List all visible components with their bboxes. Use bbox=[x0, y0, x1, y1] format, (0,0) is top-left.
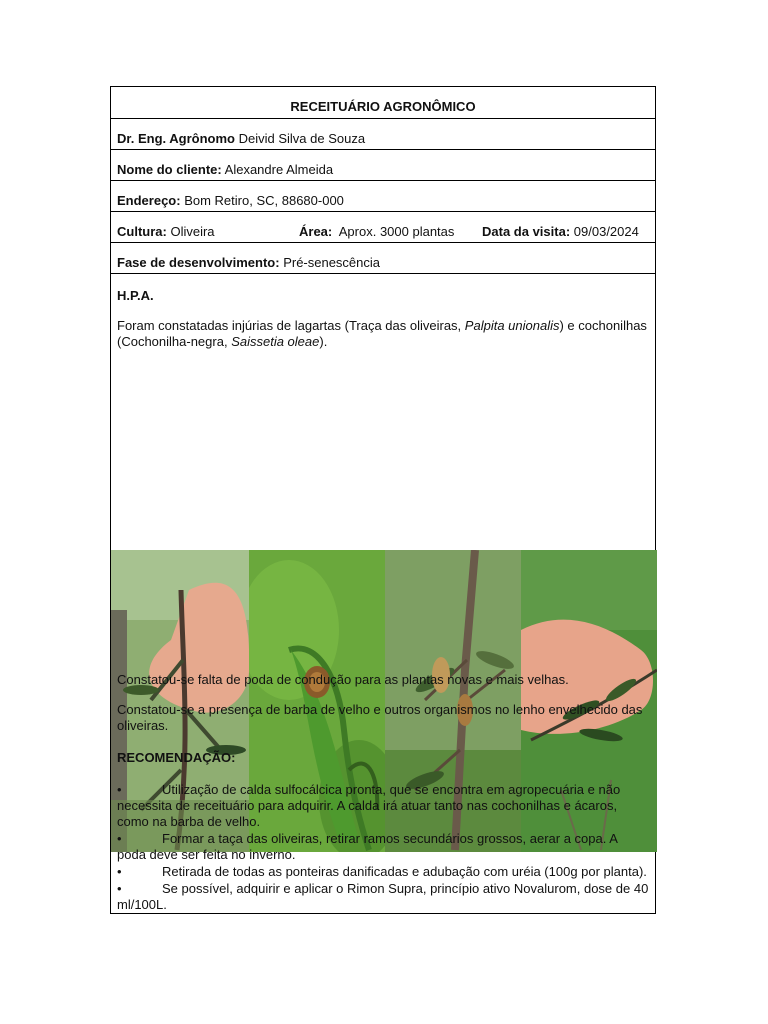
hpa-text-a: Foram constatadas injúrias de lagartas (Traça das oliveiras, bbox=[117, 318, 465, 333]
visit-date: 09/03/2024 bbox=[573, 224, 639, 239]
recommendation-item bbox=[117, 864, 649, 880]
engineer-name: Deivid Silva de Souza bbox=[238, 131, 366, 146]
culture-label: Cultura: bbox=[117, 224, 167, 239]
recommendation-label: RECOMENDAÇÃO: bbox=[117, 750, 236, 765]
bullet-icon: • bbox=[117, 782, 122, 797]
recommendation-text: Retirada de todas as ponteiras danificadas e adubação com uréia (100g por planta). bbox=[162, 864, 647, 879]
recommendation-item bbox=[117, 831, 649, 863]
area-value: Aprox. 3000 plantas bbox=[338, 224, 455, 239]
document-title: RECEITUÁRIO AGRONÔMICO bbox=[290, 99, 476, 114]
client-name: Alexandre Almeida bbox=[224, 162, 334, 177]
visit-label: Data da visita: bbox=[482, 224, 571, 239]
hpa-paragraph-pests bbox=[117, 318, 649, 350]
recommendation-list bbox=[117, 782, 649, 914]
phase-value: Pré-senescência bbox=[283, 255, 381, 270]
engineer-label: Dr. Eng. Agrônomo bbox=[117, 131, 235, 146]
recommendation-text: Utilização de calda sulfocálcica pronta, que se encontra em agropecuária e não necessita de receituário para adquirir. A calda irá atuar tanto nas cochonilhas e ácaros, como na barba de velho. bbox=[117, 782, 621, 829]
recommendation-item bbox=[117, 782, 649, 830]
hpa-section bbox=[111, 274, 655, 738]
recommendation-item bbox=[117, 881, 649, 913]
culture-row bbox=[111, 212, 655, 243]
recommendation-text: Formar a taça das oliveiras, retirar ramos secundários grossos, aerar a copa. A poda deve ser feita no inverno. bbox=[117, 831, 618, 862]
hpa-paragraph-lichens: Constatou-se a presença de barba de velho e outros organismos no lenho envelhecido das oliveiras. bbox=[117, 702, 643, 733]
hpa-species-saissetia: Saissetia oleae bbox=[231, 334, 320, 349]
prescription-document bbox=[110, 86, 656, 914]
recommendation-text: Se possível, adquirir e aplicar o Rimon Supra, princípio ativo Novalurom, dose de 40 ml/100L. bbox=[117, 881, 649, 912]
address-label: Endereço: bbox=[117, 193, 181, 208]
recommendation-section bbox=[111, 738, 655, 914]
bullet-icon: • bbox=[117, 864, 122, 879]
hpa-paragraph-pruning: Constatou-se falta de poda de condução para as plantas novas e mais velhas. bbox=[117, 672, 569, 687]
culture-value: Oliveira bbox=[170, 224, 215, 239]
hpa-label: H.P.A. bbox=[117, 288, 154, 303]
hpa-species-palpita: Palpita unionalis bbox=[464, 318, 560, 333]
phase-row bbox=[111, 243, 655, 274]
area-label: Área: bbox=[299, 224, 333, 239]
engineer-row bbox=[111, 119, 655, 150]
hpa-text-b: ) e cochonilhas (Cochonilha-negra, bbox=[117, 318, 647, 349]
bullet-icon: • bbox=[117, 881, 122, 896]
bullet-icon: • bbox=[117, 831, 122, 846]
address-row bbox=[111, 181, 655, 212]
client-label: Nome do cliente: bbox=[117, 162, 222, 177]
client-row bbox=[111, 150, 655, 181]
culture-cell bbox=[117, 212, 299, 242]
hpa-text-c: ). bbox=[319, 334, 328, 349]
phase-label: Fase de desenvolvimento: bbox=[117, 255, 280, 270]
area-cell bbox=[299, 212, 482, 242]
visit-cell bbox=[482, 212, 639, 242]
address-value: Bom Retiro, SC, 88680-000 bbox=[184, 193, 344, 208]
document-title-row bbox=[111, 87, 655, 119]
